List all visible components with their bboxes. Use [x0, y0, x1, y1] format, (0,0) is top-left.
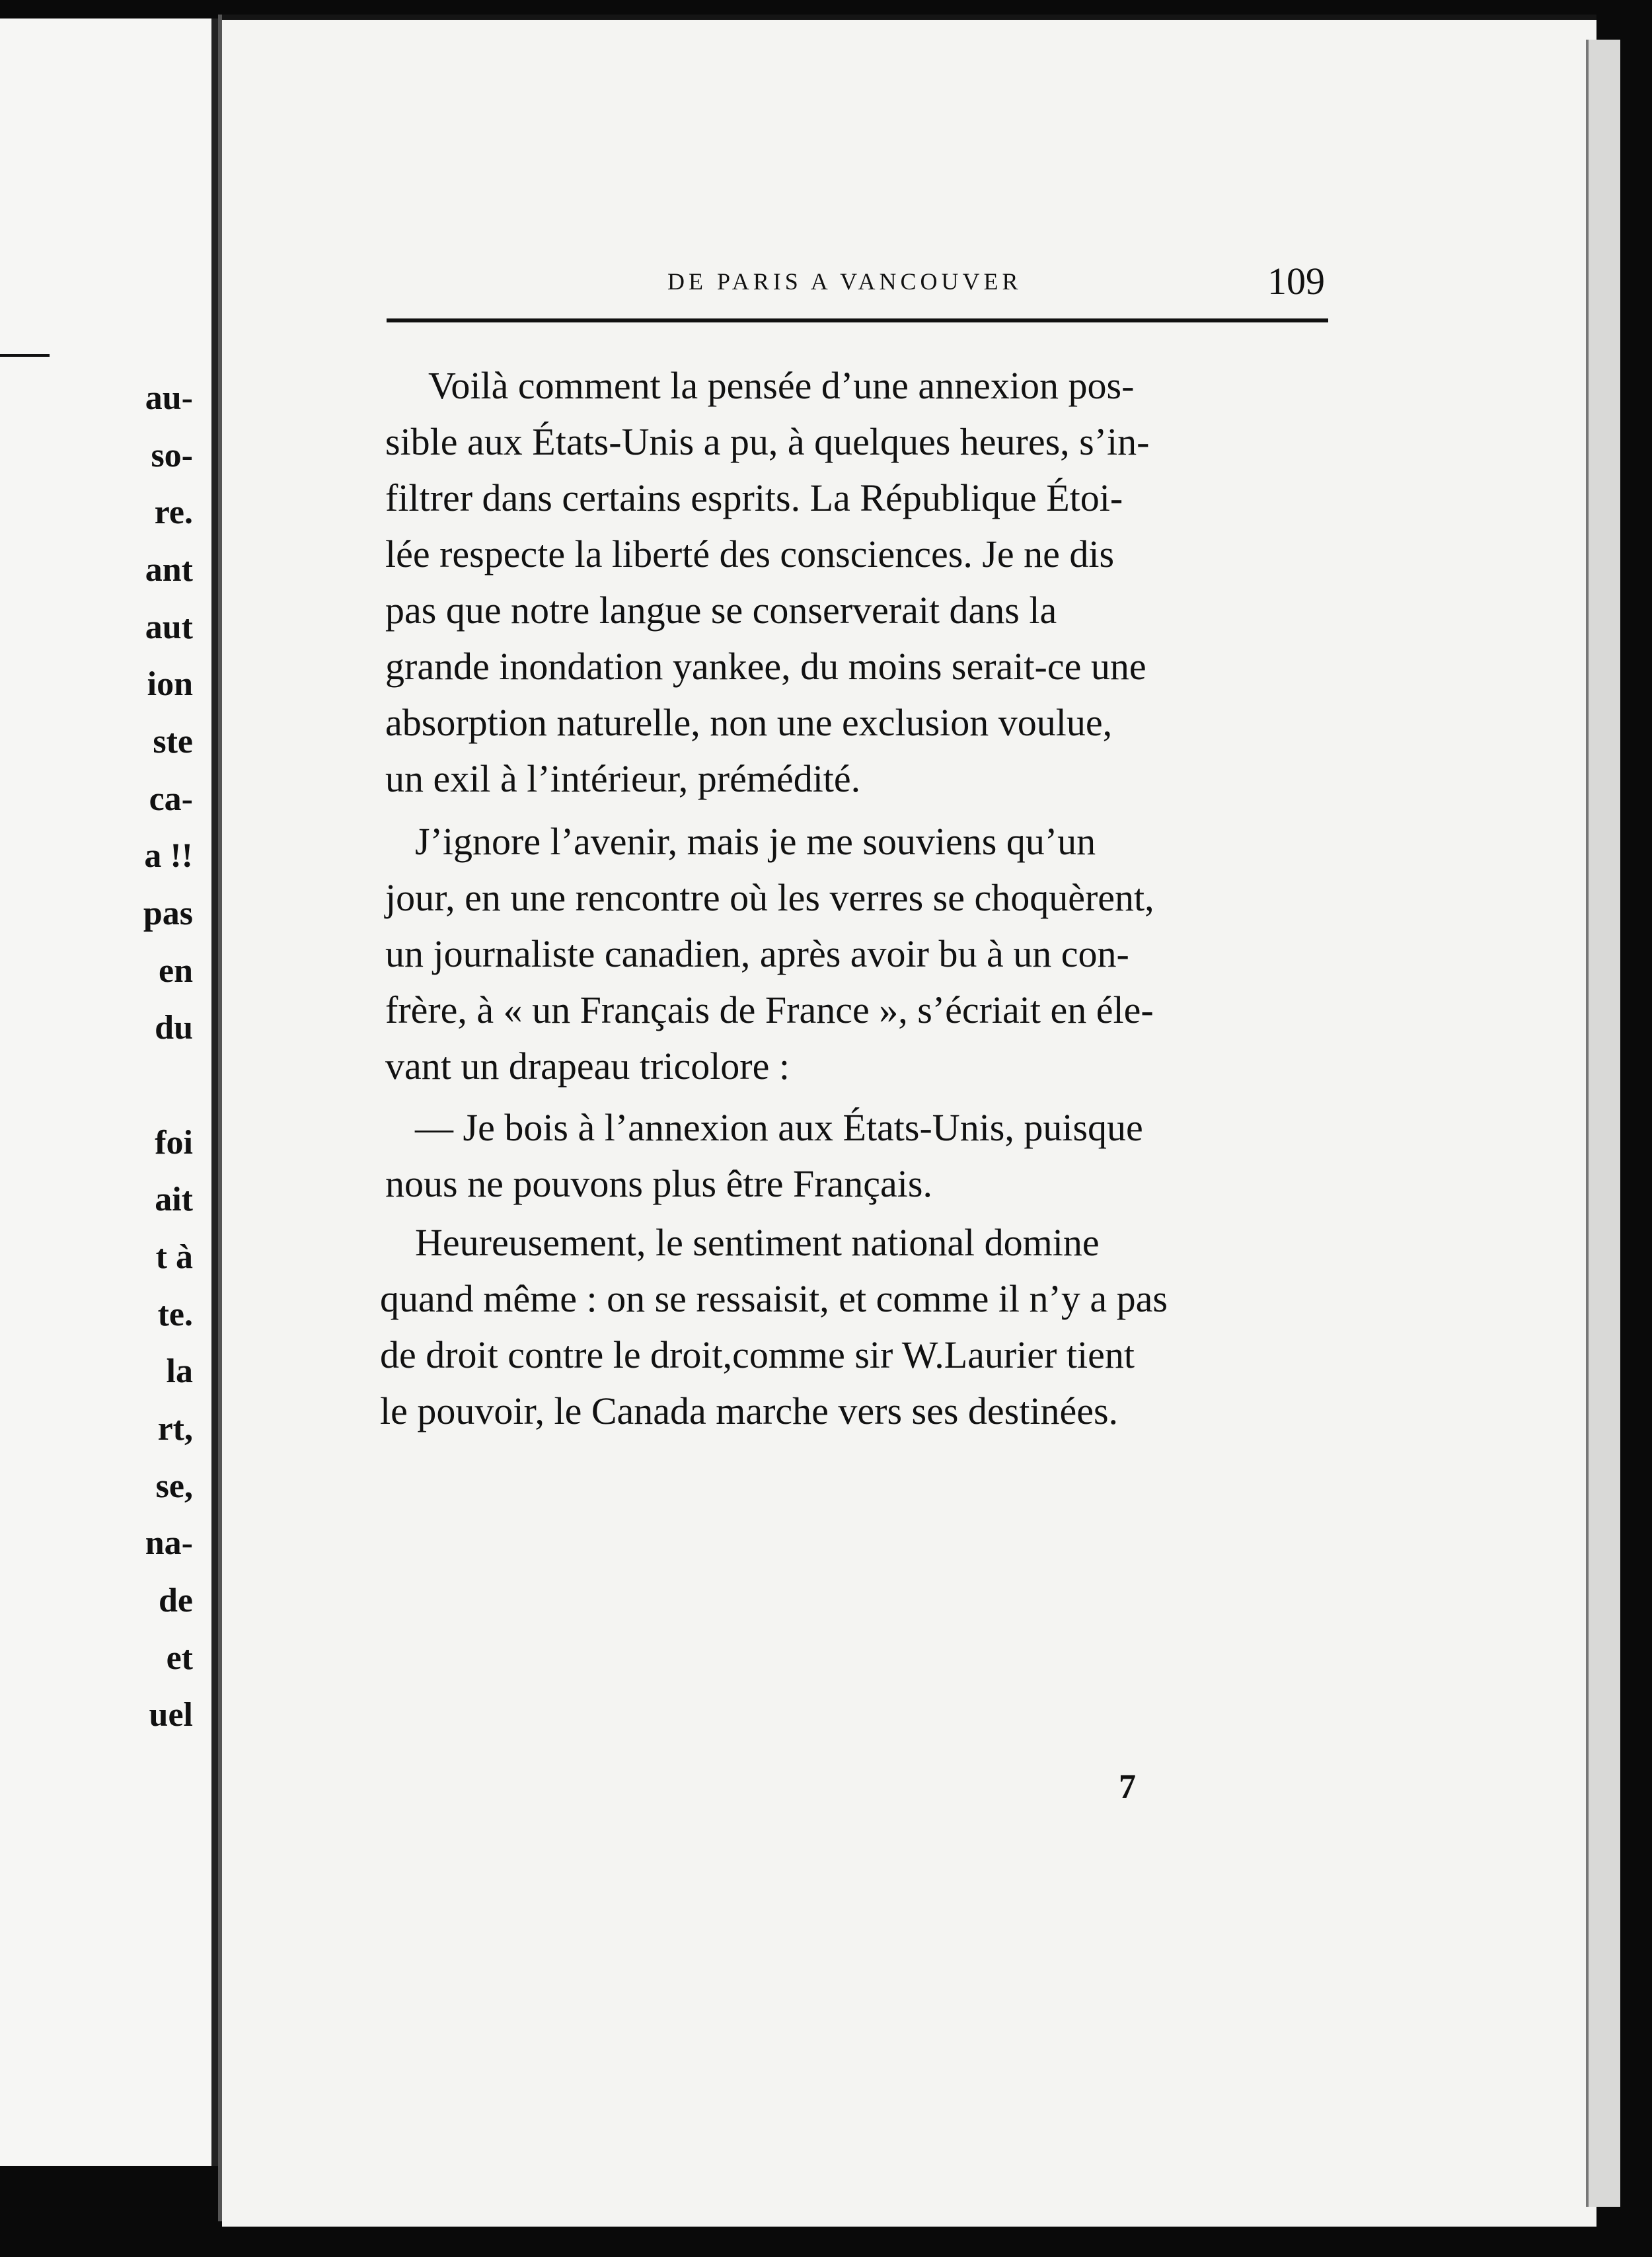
body-line: un journaliste canadien, après avoir bu à un con- [385, 932, 1129, 975]
left-line: so- [151, 437, 193, 474]
header-rule [387, 318, 1328, 322]
left-line: ait [155, 1181, 193, 1218]
left-line: aut [145, 609, 193, 646]
left-line: re. [154, 494, 193, 531]
body-line: un exil à l’intérieur, prémédité. [385, 757, 861, 800]
left-line: pas [143, 895, 193, 932]
left-line: ant [145, 551, 193, 589]
left-line: uel [149, 1696, 193, 1734]
body-line: pas que notre langue se conserverait dans la [385, 589, 1057, 632]
body-line: filtrer dans certains esprits. La République Étoi- [385, 476, 1123, 519]
body-line: frère, à « un Français de France », s’écriait en éle- [385, 988, 1154, 1031]
left-line: au- [145, 379, 193, 417]
body-line: lée respecte la liberté des consciences. Je ne dis [385, 533, 1115, 575]
running-head: DE PARIS A VANCOUVER [667, 268, 1022, 295]
left-line: ste [153, 723, 193, 760]
body-line: grande inondation yankee, du moins serait-ce une [385, 645, 1146, 688]
signature-mark: 7 [1119, 1768, 1136, 1806]
body-line: Heureusement, le sentiment national domine [415, 1221, 1100, 1264]
left-line: rt, [157, 1410, 193, 1448]
body-line: de droit contre le droit,comme sir W.Laurier tient [380, 1333, 1135, 1376]
left-line: du [155, 1009, 193, 1047]
left-line: en [159, 952, 193, 990]
left-line: foi [155, 1124, 193, 1162]
left-page [0, 18, 218, 2166]
body-line: le pouvoir, le Canada marche vers ses destinées. [380, 1389, 1119, 1432]
body-line: sible aux États-Unis a pu, à quelques heures, s’in- [385, 420, 1150, 463]
body-line: — Je bois à l’annexion aux États-Unis, puisque [415, 1106, 1143, 1149]
page-edge [1586, 40, 1620, 2207]
left-line: et [166, 1639, 193, 1677]
body-line: Voilà comment la pensée d’une annexion pos- [428, 364, 1135, 407]
left-line: te. [157, 1296, 193, 1333]
body-line: J’ignore l’avenir, mais je me souviens qu’un [415, 820, 1096, 863]
left-line: de [159, 1582, 193, 1619]
body-line: jour, en une rencontre où les verres se choquèrent, [385, 876, 1154, 919]
page-number: 109 [1267, 260, 1325, 303]
left-page-rule [0, 354, 50, 357]
body-line: quand même : on se ressaisit, et comme il n’y a pas [380, 1277, 1168, 1320]
body-line: absorption naturelle, non une exclusion voulue, [385, 701, 1113, 744]
left-line: se, [155, 1467, 193, 1505]
body-line: vant un drapeau tricolore : [385, 1045, 790, 1088]
left-line: ca- [149, 780, 193, 818]
left-line: ion [147, 665, 193, 703]
body-line: nous ne pouvons plus être Français. [385, 1162, 932, 1205]
left-line: na- [145, 1524, 193, 1562]
left-line: a !! [144, 837, 193, 875]
left-line: t à [155, 1238, 193, 1276]
left-line: la [166, 1352, 193, 1390]
